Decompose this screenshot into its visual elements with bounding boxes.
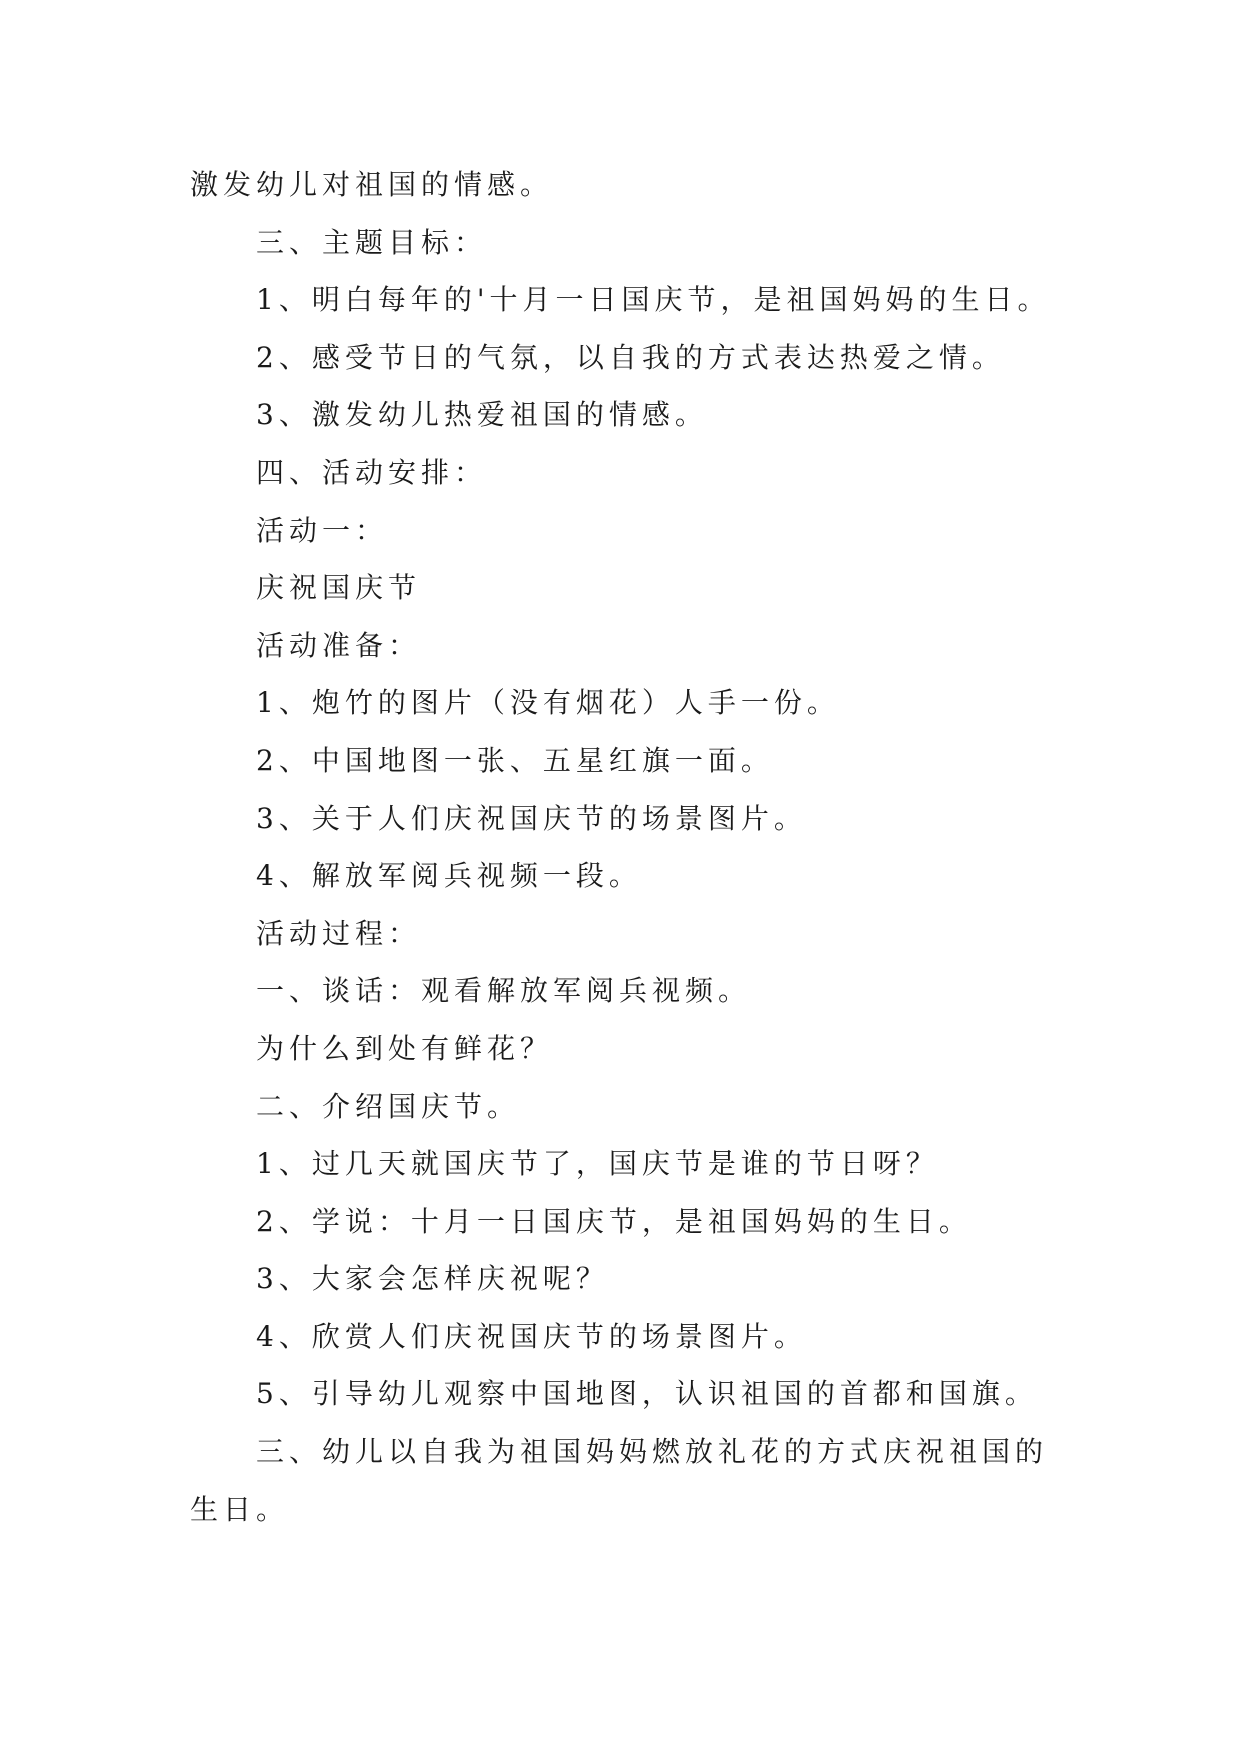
subheading-preparation: 活动准备：	[256, 628, 422, 662]
process-substep-4: 4、欣赏人们庆祝国庆节的场景图片。	[256, 1319, 807, 1353]
process-question: 为什么到处有鲜花？	[256, 1031, 554, 1065]
preparation-item-3: 3、关于人们庆祝国庆节的场景图片。	[256, 801, 807, 835]
activity-label: 活动一：	[256, 513, 389, 547]
process-substep-3: 3、大家会怎样庆祝呢？	[256, 1262, 609, 1296]
process-step-3: 三、幼儿以自我为祖国妈妈燃放礼花的方式庆祝祖国的	[256, 1435, 1049, 1469]
subheading-process: 活动过程：	[256, 916, 422, 950]
goal-item-3: 3、激发幼儿热爱祖国的情感。	[256, 398, 708, 432]
process-substep-5: 5、引导幼儿观察中国地图，认识祖国的首都和国旗。	[256, 1377, 1038, 1411]
process-step-1: 一、谈话：观看解放军阅兵视频。	[256, 974, 752, 1008]
process-step-3-continuation: 生日。	[190, 1492, 290, 1526]
document-body	[190, 156, 1090, 1538]
goal-item-2: 2、感受节日的气氛，以自我的方式表达热爱之情。	[256, 340, 1005, 374]
process-substep-1: 1、过几天就国庆节了，国庆节是谁的节日呀？	[256, 1147, 939, 1181]
paragraph-continuation: 激发幼儿对祖国的情感。	[190, 168, 554, 201]
preparation-item-2: 2、中国地图一张、五星红旗一面。	[256, 743, 774, 777]
section-heading-goals: 三、主题目标：	[256, 225, 488, 259]
preparation-item-4: 4、解放军阅兵视频一段。	[256, 859, 642, 893]
process-substep-2: 2、学说：十月一日国庆节，是祖国妈妈的生日。	[256, 1204, 972, 1238]
preparation-item-1: 1、炮竹的图片（没有烟花）人手一份。	[256, 686, 840, 720]
process-step-2: 二、介绍国庆节。	[256, 1089, 521, 1123]
section-heading-activities: 四、活动安排：	[256, 455, 488, 489]
activity-title: 庆祝国庆节	[256, 571, 422, 605]
goal-item-1: 1、明白每年的'十月一日国庆节，是祖国妈妈的生日。	[256, 283, 1051, 317]
